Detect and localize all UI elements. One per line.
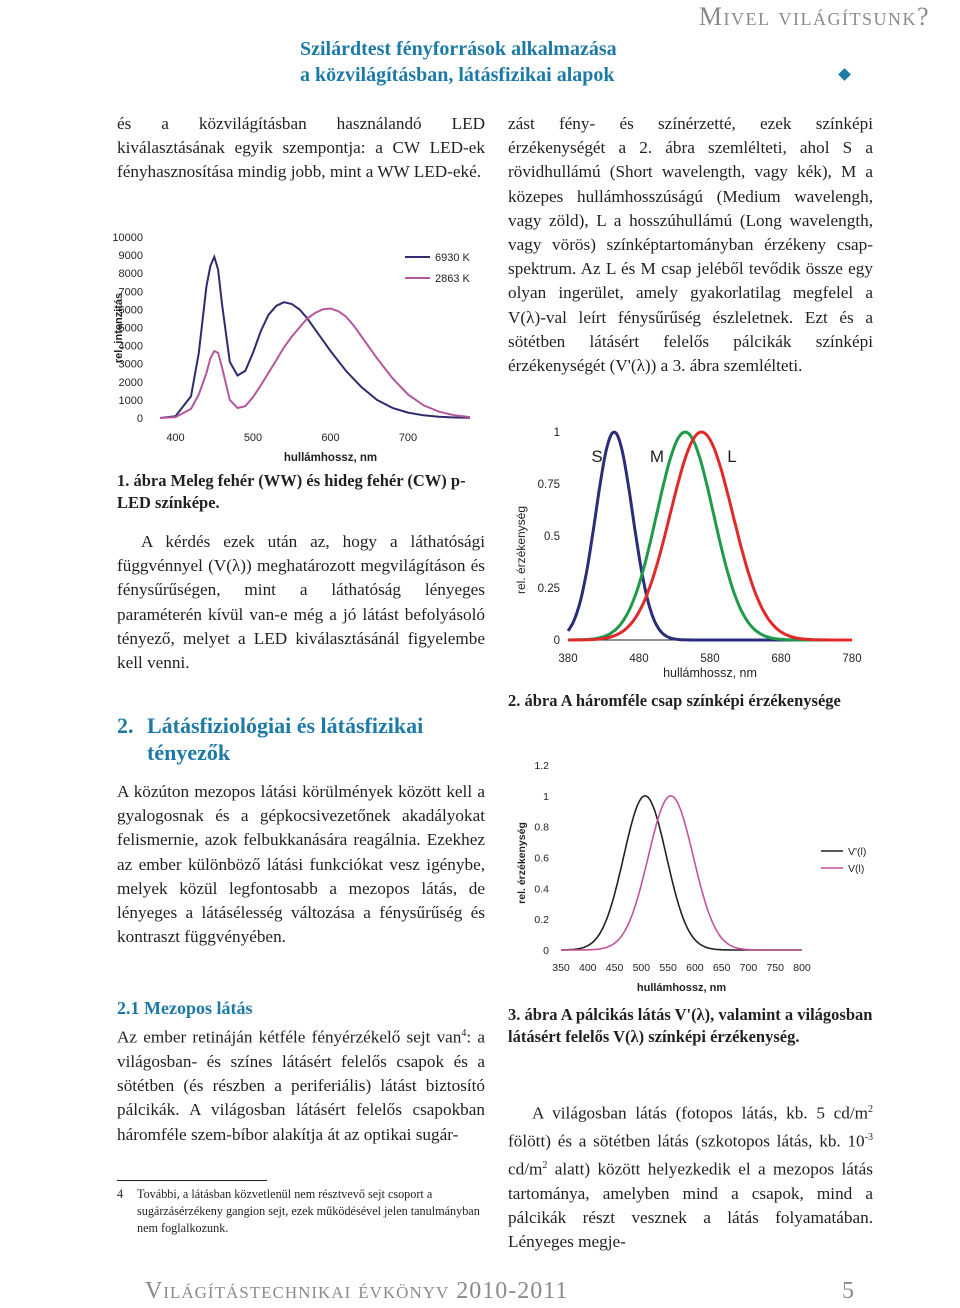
x-axis-label: hullámhossz, nm [636, 982, 727, 994]
col2-paragraph-2-c: cd/m [508, 1159, 543, 1179]
superscript-3: 2 [542, 1159, 548, 1171]
paragraph-retina [117, 1022, 485, 1147]
legend-label: V'(l) [848, 846, 867, 858]
footer-journal-title: Világítástechnikai évkönyv 2010-2011 [145, 1278, 569, 1304]
x-tick-label: 500 [243, 432, 263, 444]
x-tick-label: 450 [605, 962, 624, 974]
paragraph-visibility-question [117, 530, 485, 675]
paragraph-2-text: A közúton mezopos látási körülmények között kell a gyalogosnak és a gépkocsivezetőnek akadályokat felismernie, azok felbukkanására reagálnia. Ezekhez az ember különböző látási funkciókat vesz igénybe, melyek közül legfontosabb a mezopos látás, de lényeges a látásélesség változása a fénysűrűség és kontraszt függvényében. [117, 782, 485, 947]
series-label-L: L [727, 447, 737, 466]
figure-2-chart [505, 420, 870, 690]
y-tick-label: 0.8 [534, 821, 549, 834]
y-tick-label: 3000 [118, 358, 143, 371]
y-axis-label: rel. érzékenység [514, 505, 528, 595]
y-tick-label: 0 [553, 635, 560, 647]
col2-paragraph-1-text: zást fény- és színérzetté, ezek színképi érzékenységét a 2. ábra szemlélteti, ahol S a rövidhullámú (Short wavelength, vagy kék), M a közepes hullámhosszúságú (Medium wavelengh, vagy zöld), L a hosszúhullámú (Long wavelength, vagy vörös) színképtartományban érzékeny csap-spektrum. Az L és M csap jeléből tevődik össze egy olyan ingerület, amely gyakorlatilag megfelel a V(λ)-val leírt fénysűrűség észleletnek. Ezt és a sötétben látásért felelős pálcikák színképi érzékenységét (V'(λ)) a 3. ábra szemlélteti. [508, 114, 873, 376]
y-tick-label: 1.2 [534, 760, 549, 772]
diamond-icon [838, 68, 851, 81]
x-tick-label: 350 [552, 962, 570, 974]
x-tick-label: 400 [579, 962, 597, 974]
col2-paragraph-2-b: fölött) és a sötétben látás (szkotopos látás, kb. 10 [508, 1131, 865, 1151]
y-tick-label: 1 [553, 427, 560, 439]
x-tick-label: 580 [700, 653, 720, 665]
section-heading-line2: tényezők [147, 740, 231, 765]
paragraph-mesopic-conditions [117, 780, 485, 949]
col2-paragraph-2-d: alatt) között helyezkedik el a mezopos látás tartománya, amelyben mind a csapok, mind a pálcikák részt vesznek a látás folyamatában. Lényeges megje- [508, 1159, 873, 1252]
y-tick-label: 0.5 [544, 531, 560, 543]
y-axis-label: rel. érzékenység [516, 822, 528, 904]
paragraph-photopic-scotopic [508, 1098, 873, 1254]
y-tick-label: 1 [543, 790, 549, 803]
y-tick-label: 0 [136, 413, 143, 425]
y-tick-label: 7000 [118, 286, 143, 299]
x-tick-label: 400 [166, 432, 185, 444]
figure-2-caption: 2. ábra A háromféle csap színképi érzékenysége [508, 691, 841, 710]
footnote-number: 4 [117, 1187, 124, 1201]
series-line-1 [160, 309, 470, 419]
section-number: 2. [117, 713, 134, 738]
figure-1-chart [100, 225, 490, 470]
series-line-L [568, 432, 852, 640]
x-tick-label: 650 [712, 962, 731, 974]
x-axis-label: hullámhossz, nm [663, 666, 757, 680]
paragraph-1-text: A kérdés ezek után az, hogy a láthatósági függvénnyel (V(λ)) meghatározott megvilágításon és fénysűrűségen, mint a láthatóság lényeges paraméterén kívül van-e még a jó látást befolyásoló tényező, melyet a LED kiválasztásánál figyelembe kell venni. [117, 532, 485, 673]
page-number: 5 [842, 1278, 854, 1304]
paragraph-3-text-b: : a világosban- és színes látásért felelős csapok és a sötétben (és részben a periferiális) látást biztosító pálcikák. A világosban látásért felelős csapokban háromféle szem-bíbor alakítja át az optikai sugár- [117, 1027, 485, 1144]
y-tick-label: 10000 [112, 232, 143, 244]
y-tick-label: 9000 [118, 250, 143, 263]
header-title-line1: Szilárdtest fényforrások alkalmazása [300, 38, 617, 60]
series-line-0 [561, 796, 802, 950]
y-tick-label: 8000 [118, 268, 143, 281]
figure-3-chart [505, 755, 885, 1000]
y-tick-label: 4000 [118, 340, 143, 353]
legend-label: 6930 K [435, 252, 470, 264]
running-header-title [300, 36, 700, 88]
series-line-1 [561, 796, 802, 950]
x-tick-label: 550 [659, 962, 677, 974]
y-axis-label: rel. intenzitás [113, 292, 125, 364]
x-tick-label: 380 [558, 653, 578, 665]
x-tick-label: 600 [321, 432, 340, 444]
legend-label: V(l) [848, 863, 865, 875]
y-tick-label: 0.25 [537, 583, 560, 595]
y-tick-label: 1000 [118, 394, 143, 407]
intro-paragraph [117, 112, 485, 185]
x-tick-label: 600 [686, 962, 704, 974]
y-tick-label: 6000 [118, 304, 143, 317]
paragraph-3-text-a: Az ember retináján kétféle fényérzékelő sejt van [117, 1027, 462, 1047]
y-tick-label: 0.6 [534, 852, 549, 865]
series-line-S [568, 432, 852, 640]
x-tick-label: 700 [398, 432, 418, 444]
superscript-1: 2 [868, 1104, 873, 1115]
y-tick-label: 0.75 [537, 479, 560, 491]
header-title-line2: a közvilágításban, látásfizikai alapok [300, 64, 615, 86]
y-tick-label: 2000 [118, 376, 143, 389]
x-tick-label: 680 [771, 653, 791, 665]
footnote-text: További, a látásban közvetlenül nem résztvevő sejt csoport a sugárzásérzékeny gangion sejt, ezek működésével jelen tanulmányban nem foglalkozunk. [137, 1187, 480, 1235]
series-line-0 [160, 257, 470, 418]
figure-1-caption: 1. ábra Meleg fehér (WW) és hideg fehér (CW) p-LED színképe. [117, 471, 466, 512]
series-label-M: M [649, 447, 665, 466]
x-tick-label: 500 [632, 962, 651, 974]
y-tick-label: 5000 [118, 322, 143, 335]
intro-text: és a közvilágításban használandó LED kiválasztásának egyik szempontja: a CW LED-ek fényhasznosítása mindig jobb, mint a WW LED-eké. [117, 114, 485, 182]
series-label-S: S [591, 447, 603, 466]
superscript-2: -3 [864, 1131, 873, 1143]
figure-3-caption: 3. ábra A pálcikás látás V'(λ), valamint a világosban látásért felelős V(λ) színképi érzékenység. [508, 1005, 873, 1046]
footnote-ref: 4 [461, 1028, 467, 1039]
y-tick-label: 0.4 [534, 883, 549, 896]
x-tick-label: 780 [842, 653, 862, 665]
x-axis-label: hullámhossz, nm [283, 452, 378, 464]
x-tick-label: 480 [629, 653, 649, 665]
y-tick-label: 0 [543, 945, 549, 957]
series-line-M [568, 432, 852, 640]
running-header-section: Mivel világítsunk? [698, 2, 930, 31]
x-tick-label: 750 [766, 962, 784, 974]
footnote [117, 1186, 485, 1237]
y-tick-label: 0.2 [534, 914, 549, 927]
section-heading-line1: Látásfiziológiai és látásfizikai [147, 713, 424, 738]
section-heading-2 [117, 712, 485, 766]
col2-paragraph-2-a: A világosban látás (fotopos látás, kb. 5 cd/m [532, 1103, 868, 1123]
legend-label: 2863 K [435, 273, 470, 285]
x-tick-label: 800 [793, 962, 811, 974]
subsection-heading-2-1: 2.1 Mezopos látás [117, 998, 253, 1018]
footnote-divider [117, 1180, 267, 1181]
paragraph-cone-sensitivity [508, 112, 873, 378]
x-tick-label: 700 [739, 962, 758, 974]
